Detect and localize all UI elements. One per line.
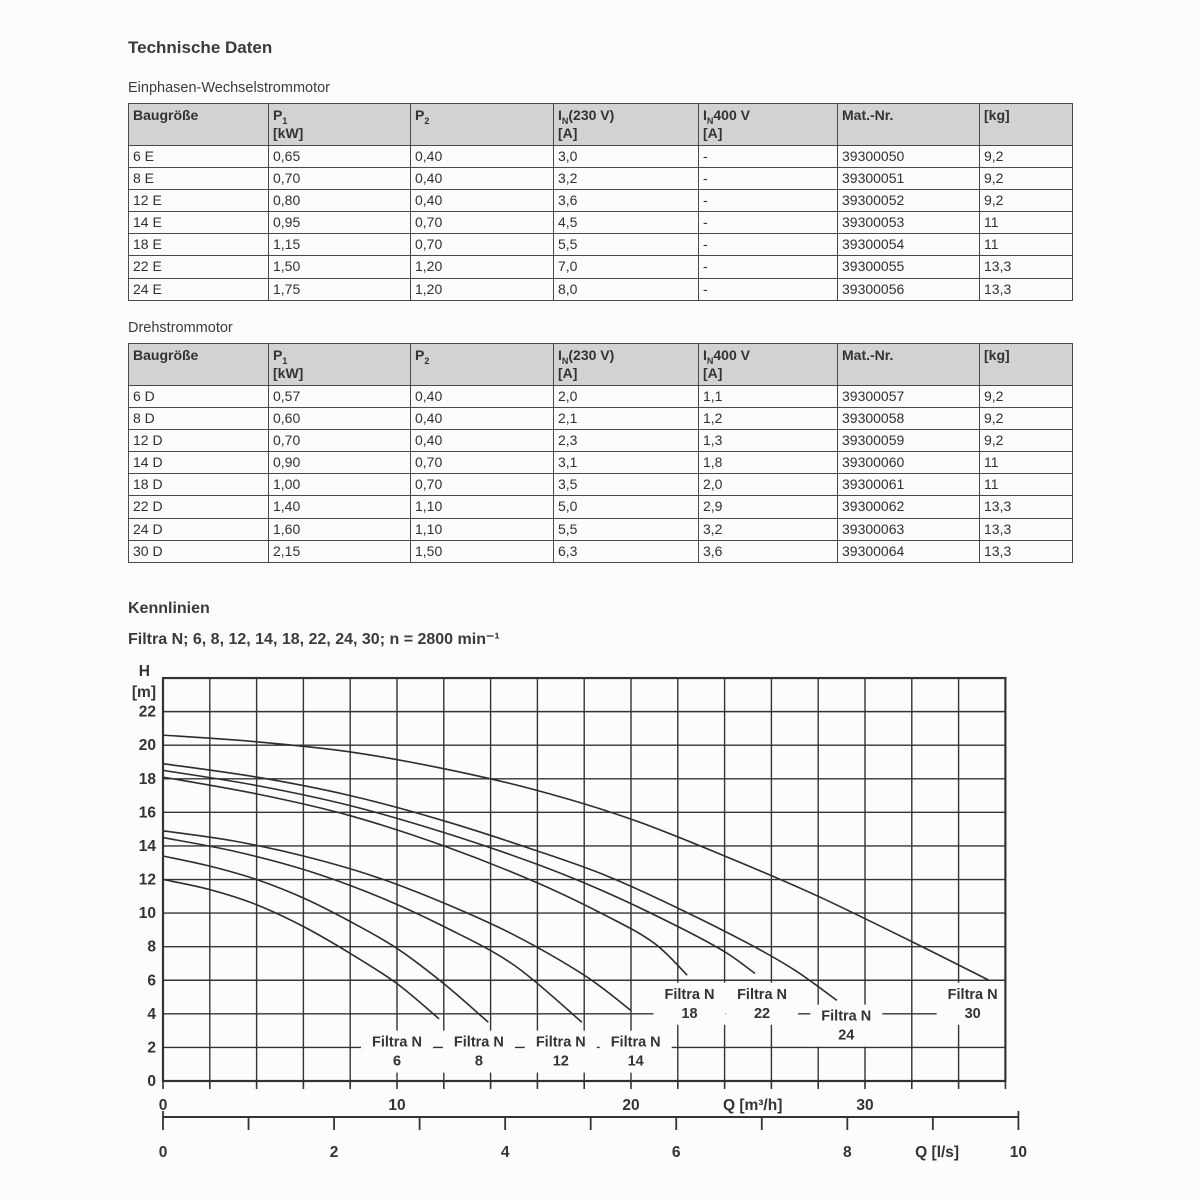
column-header-unit: [A] [558,125,578,141]
table-cell: 18 E [129,234,269,256]
column-header [980,104,1073,146]
table-cell: - [699,234,838,256]
column-header-label: (230 V) [568,107,615,123]
curve-label-filtra-n-12: Filtra N [535,1034,586,1051]
column-header-label: N [706,355,714,366]
table-cell: 5,5 [554,234,699,256]
table-cell: 1,20 [411,278,554,300]
table-cell: 3,0 [554,146,699,168]
curve-label-filtra-n-14: 14 [627,1053,644,1070]
table-cell: 39300060 [838,452,980,474]
table-row [129,430,1073,452]
secondary-axis-tick-label: 10 [1009,1144,1028,1161]
table-cell: 24 D [129,518,269,540]
table-cell: 2,0 [554,386,699,408]
column-header-label: Mat.-Nr. [842,347,894,363]
column-header [269,344,411,386]
table-cell: 1,10 [411,518,554,540]
table-cell: 7,0 [554,256,699,278]
table-cell: 2,15 [269,540,411,562]
table-cell: 1,1 [699,386,838,408]
table-row [129,540,1073,562]
chart-subtitle: Filtra N; 6, 8, 12, 14, 18, 22, 24, 30; n = 2800 min⁻¹ [128,631,500,648]
column-header-label: Baugröße [133,347,199,363]
table-cell: 9,2 [980,430,1073,452]
column-header-label: 1 [282,115,288,126]
table-cell: 0,40 [411,408,554,430]
column-header-label: I [703,107,707,123]
column-header-unit: [kW] [273,125,304,141]
table-cell: 0,40 [411,386,554,408]
table-cell: 0,65 [269,146,411,168]
column-header [554,104,699,146]
table-cell: - [699,212,838,234]
pump-curve-filtra-n-12 [163,838,582,1023]
curve-label-filtra-n-6: Filtra N [372,1034,422,1051]
table-row [129,408,1073,430]
curve-label-filtra-n-22: Filtra N [737,986,788,1003]
column-header-label: I [703,347,707,363]
table-cell: 39300051 [838,168,980,190]
secondary-axis-title: Q [l/s] [915,1144,960,1161]
table-cell: 13,3 [980,540,1073,562]
table-row [129,386,1073,408]
table-cell: 39300054 [838,234,980,256]
table-cell: 39300064 [838,540,980,562]
table-cell: 39300052 [838,190,980,212]
table-cell: 8 D [129,408,269,430]
table-cell: 5,0 [554,496,699,518]
y-axis-tick-label: 4 [147,1005,156,1023]
y-axis-title: [m] [131,684,156,701]
table-row [129,278,1073,300]
curve-label-filtra-n-8: 8 [474,1053,483,1070]
table-cell: 0,57 [269,386,411,408]
table-row [129,474,1073,496]
table-cell: 9,2 [980,408,1073,430]
table-row [129,518,1073,540]
table-cell: 11 [980,474,1073,496]
column-header-label: N [561,115,569,126]
column-header-label: P [415,347,425,363]
column-header [554,344,699,386]
table-cell: 1,00 [269,474,411,496]
column-header-label: P [273,347,283,363]
column-header-label: [kg] [984,107,1010,123]
table-cell: - [699,256,838,278]
column-header [129,104,269,146]
curve-label-filtra-n-12: 12 [552,1053,569,1070]
y-axis-title: H [138,663,150,680]
three-phase-motor-table [128,343,1073,563]
curve-label-filtra-n-22: 22 [753,1005,771,1022]
header-row [129,344,1073,386]
y-axis-tick-label: 14 [138,837,156,855]
table-cell: 14 E [129,212,269,234]
table-cell: 14 D [129,452,269,474]
table-cell: 2,0 [699,474,838,496]
table-cell: 1,50 [269,256,411,278]
x-axis-tick-label: 30 [856,1097,874,1114]
table-cell: 0,90 [269,452,411,474]
table-cell: 39300063 [838,518,980,540]
table-cell: 1,40 [269,496,411,518]
column-header [699,104,838,146]
curve-label-filtra-n-30: 30 [964,1005,981,1022]
chart-section-heading: Kennlinien [128,600,210,617]
page-title: Technische Daten [128,38,273,57]
column-header-unit: [A] [558,365,578,381]
table-cell: - [699,278,838,300]
table-cell: 6 D [129,386,269,408]
column-header-label: 1 [282,355,288,366]
table-cell: 3,1 [554,452,699,474]
table-cell: 12 D [129,430,269,452]
table-cell: 1,10 [411,496,554,518]
table-row [129,496,1073,518]
table-cell: 0,70 [269,168,411,190]
three-phase-table-heading: Drehstrommotor [128,320,233,336]
table-cell: - [699,146,838,168]
table-cell: 30 D [129,540,269,562]
curve-label-filtra-n-24: 24 [838,1027,855,1044]
single-phase-table-heading: Einphasen-Wechselstrommotor [128,80,331,96]
column-header-label: I [558,107,562,123]
y-axis-tick-label: 16 [138,804,156,822]
table-cell: 3,6 [554,190,699,212]
table-cell: 0,40 [411,168,554,190]
table-cell: 11 [980,452,1073,474]
column-header [838,344,980,386]
secondary-axis-tick-label: 2 [329,1144,339,1161]
table-cell: 5,5 [554,518,699,540]
table-cell: 24 E [129,278,269,300]
table-row [129,212,1073,234]
column-header-label: Mat.-Nr. [842,107,894,123]
column-header [269,104,411,146]
table-cell: 0,70 [411,452,554,474]
column-header [838,104,980,146]
column-header-label: P [415,107,425,123]
table-cell: 1,8 [699,452,838,474]
column-header-label: P [273,107,283,123]
table-cell: 13,3 [980,518,1073,540]
table-cell: 39300057 [838,386,980,408]
table-cell: 9,2 [980,146,1073,168]
table-cell: 0,40 [411,190,554,212]
table-cell: 13,3 [980,256,1073,278]
column-header-label: I [558,347,562,363]
secondary-axis-tick-label: 8 [843,1144,852,1161]
y-axis-tick-label: 20 [138,737,156,755]
table-cell: - [699,190,838,212]
table-row [129,146,1073,168]
table-cell: 11 [980,234,1073,256]
table-cell: 1,15 [269,234,411,256]
table-cell: 22 D [129,496,269,518]
table-cell: 8,0 [554,278,699,300]
table-cell: 39300056 [838,278,980,300]
secondary-axis-tick-label: 0 [158,1144,168,1161]
table-cell: 0,70 [411,234,554,256]
table-cell: 22 E [129,256,269,278]
table-cell: 9,2 [980,190,1073,212]
table-row [129,452,1073,474]
column-header-label: 2 [424,115,430,126]
column-header [699,344,838,386]
table-cell: 0,60 [269,408,411,430]
table-cell: 0,70 [411,212,554,234]
column-header [411,344,554,386]
table-cell: 12 E [129,190,269,212]
table-cell: 1,3 [699,430,838,452]
curve-label-filtra-n-18: Filtra N [664,986,715,1003]
table-cell: 0,40 [411,430,554,452]
table-row [129,234,1073,256]
table-cell: 13,3 [980,496,1073,518]
table-cell: 11 [980,212,1073,234]
table-cell: 3,5 [554,474,699,496]
table-cell: 1,2 [699,408,838,430]
table-cell: 2,9 [699,496,838,518]
column-header-label: (230 V) [568,347,615,363]
curve-label-filtra-n-24: Filtra N [821,1008,872,1025]
column-header [129,344,269,386]
secondary-axis-tick-label: 4 [500,1144,510,1161]
column-header-label: [kg] [984,347,1010,363]
y-axis-tick-label: 2 [147,1039,156,1057]
table-cell: 0,70 [269,430,411,452]
y-axis-tick-label: 0 [147,1073,156,1090]
column-header-label: N [706,115,714,126]
column-header-label: 400 V [713,347,750,363]
curve-label-filtra-n-8: Filtra N [453,1034,504,1051]
table-cell: 0,40 [411,146,554,168]
table-cell: 1,60 [269,518,411,540]
table-cell: 8 E [129,168,269,190]
x-axis-tick-label: 0 [158,1097,168,1114]
table-cell: 39300062 [838,496,980,518]
x-axis-title: Q [m³/h] [722,1097,783,1114]
table-cell: 6 E [129,146,269,168]
table-row [129,256,1073,278]
x-axis-tick-label: 10 [388,1097,406,1114]
table-cell: 9,2 [980,386,1073,408]
curve-label-filtra-n-14: Filtra N [610,1034,661,1051]
column-header-label: 400 V [713,107,750,123]
table-cell: - [699,168,838,190]
table-cell: 4,5 [554,212,699,234]
table-cell: 2,1 [554,408,699,430]
pump-curve-filtra-n-22 [163,770,755,973]
table-cell: 1,50 [411,540,554,562]
table-cell: 39300061 [838,474,980,496]
table-cell: 2,3 [554,430,699,452]
column-header [980,344,1073,386]
y-axis-tick-label: 18 [138,770,156,788]
header-row [129,104,1073,146]
column-header-unit: [kW] [273,365,304,381]
table-row [129,168,1073,190]
y-axis-tick-label: 22 [138,703,156,721]
column-header-unit: [A] [703,125,723,141]
pump-curves-chart [120,650,1080,1200]
secondary-axis-tick-label: 6 [671,1144,681,1161]
curve-label-filtra-n-6: 6 [392,1053,402,1070]
column-header-unit: [A] [703,365,723,381]
table-cell: 9,2 [980,168,1073,190]
y-axis-tick-label: 8 [147,938,156,956]
table-row [129,190,1073,212]
column-header-label: 2 [424,355,430,366]
y-axis-tick-label: 10 [138,905,156,923]
table-cell: 3,6 [699,540,838,562]
table-cell: 3,2 [554,168,699,190]
single-phase-motor-table [128,103,1073,301]
curve-label-filtra-n-30: Filtra N [947,986,998,1003]
table-cell: 0,80 [269,190,411,212]
table-cell: 39300055 [838,256,980,278]
column-header-label: N [561,355,569,366]
table-cell: 39300058 [838,408,980,430]
table-cell: 1,20 [411,256,554,278]
table-cell: 1,75 [269,278,411,300]
column-header-label: Baugröße [133,107,199,123]
table-cell: 6,3 [554,540,699,562]
y-axis-tick-label: 12 [138,871,156,889]
table-cell: 39300059 [838,430,980,452]
column-header [411,104,554,146]
table-cell: 3,2 [699,518,838,540]
y-axis-tick-label: 6 [147,972,156,990]
table-cell: 13,3 [980,278,1073,300]
table-cell: 39300050 [838,146,980,168]
table-cell: 18 D [129,474,269,496]
table-cell: 0,95 [269,212,411,234]
x-axis-tick-label: 20 [622,1097,640,1114]
table-cell: 0,70 [411,474,554,496]
table-cell: 39300053 [838,212,980,234]
curve-label-filtra-n-18: 18 [681,1005,698,1022]
